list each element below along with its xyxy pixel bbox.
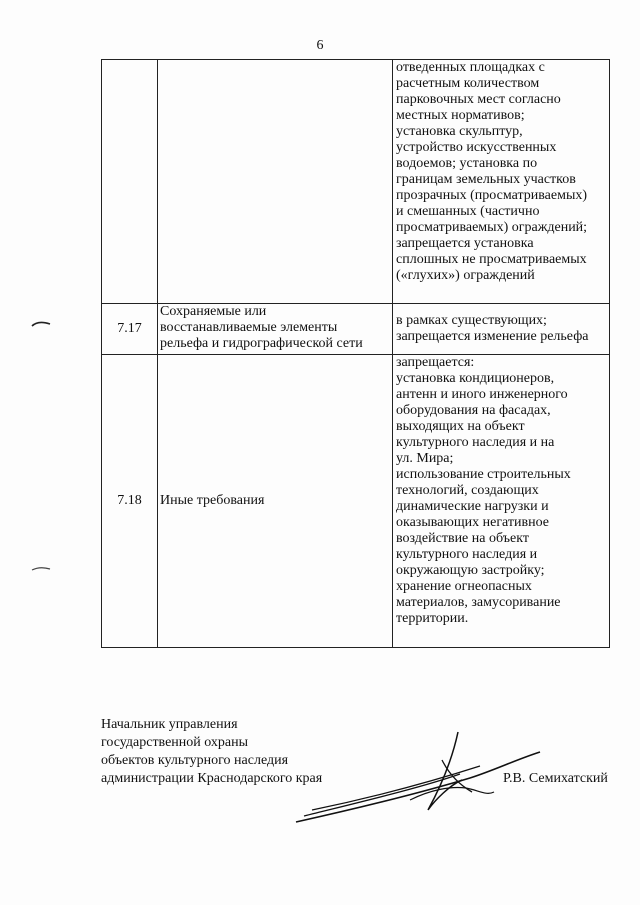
- req-line: окружающую застройку;: [396, 563, 545, 578]
- req-line: воздействие на объект: [396, 531, 529, 546]
- req-line: культурного наследия и на: [396, 435, 555, 450]
- row-number: 7.18: [102, 355, 158, 648]
- req-line: («глухих») ограждений: [396, 268, 535, 283]
- req-line: сплошных не просматриваемых: [396, 252, 587, 267]
- row-name: [158, 60, 393, 304]
- req-line: оборудования на фасадах,: [396, 403, 551, 418]
- row-requirements: [393, 304, 610, 355]
- req-line: динамические нагрузки и: [396, 499, 549, 514]
- req-line: установка кондиционеров,: [396, 371, 555, 386]
- req-line: устройство искусственных: [396, 140, 557, 155]
- req-line: местных нормативов;: [396, 108, 525, 123]
- name-line: Сохраняемые или: [160, 304, 267, 319]
- signature-title-line: объектов культурного наследия: [101, 753, 289, 768]
- table-row: [102, 60, 610, 304]
- req-line: расчетным количеством: [396, 76, 540, 91]
- requirements-table: [101, 59, 610, 648]
- row-name: [158, 355, 393, 648]
- req-line: границам земельных участков: [396, 172, 576, 187]
- name-line: Иные требования: [160, 493, 265, 508]
- req-line: ул. Мира;: [396, 451, 454, 466]
- margin-mark: [30, 318, 52, 328]
- req-line: оказывающих негативное: [396, 515, 550, 530]
- req-line: технологий, создающих: [396, 483, 539, 498]
- req-line: и смешанных (частично: [396, 204, 540, 219]
- page-number: 6: [316, 38, 324, 53]
- req-line: запрещается:: [396, 355, 475, 370]
- req-line: запрещается изменение рельефа: [396, 329, 589, 344]
- signature-title-line: государственной охраны: [101, 735, 249, 750]
- signer-name: Р.В. Семихатский: [503, 771, 608, 786]
- req-line: отведенных площадках с: [396, 60, 545, 75]
- req-line: водоемов; установка по: [396, 156, 538, 171]
- req-line: территории.: [396, 611, 469, 626]
- req-line: культурного наследия и: [396, 547, 538, 562]
- signature-title-line: администрации Краснодарского края: [101, 771, 323, 786]
- req-line: просматриваемых) ограждений;: [396, 220, 588, 235]
- req-line: хранение огнеопасных: [396, 579, 532, 594]
- name-line: рельефа и гидрографической сети: [160, 336, 363, 351]
- row-number: 7.17: [102, 304, 158, 355]
- req-line: материалов, замусоривание: [396, 595, 561, 610]
- req-line: в рамках существующих;: [396, 313, 547, 328]
- req-line: выходящих на объект: [396, 419, 525, 434]
- name-line: восстанавливаемые элементы: [160, 320, 338, 335]
- row-name: [158, 304, 393, 355]
- row-requirements: [393, 60, 610, 304]
- table-row: [102, 355, 610, 648]
- req-line: запрещается установка: [396, 236, 534, 251]
- row-number: [102, 60, 158, 304]
- req-line: использование строительных: [396, 467, 571, 482]
- req-line: установка скульптур,: [396, 124, 523, 139]
- req-line: прозрачных (просматриваемых): [396, 188, 588, 203]
- table-row: [102, 304, 610, 355]
- signature-title-line: Начальник управления: [101, 717, 238, 732]
- req-line: парковочных мест согласно: [396, 92, 561, 107]
- row-requirements: [393, 355, 610, 648]
- margin-mark: [30, 563, 52, 573]
- req-line: антенн и иного инженерного: [396, 387, 568, 402]
